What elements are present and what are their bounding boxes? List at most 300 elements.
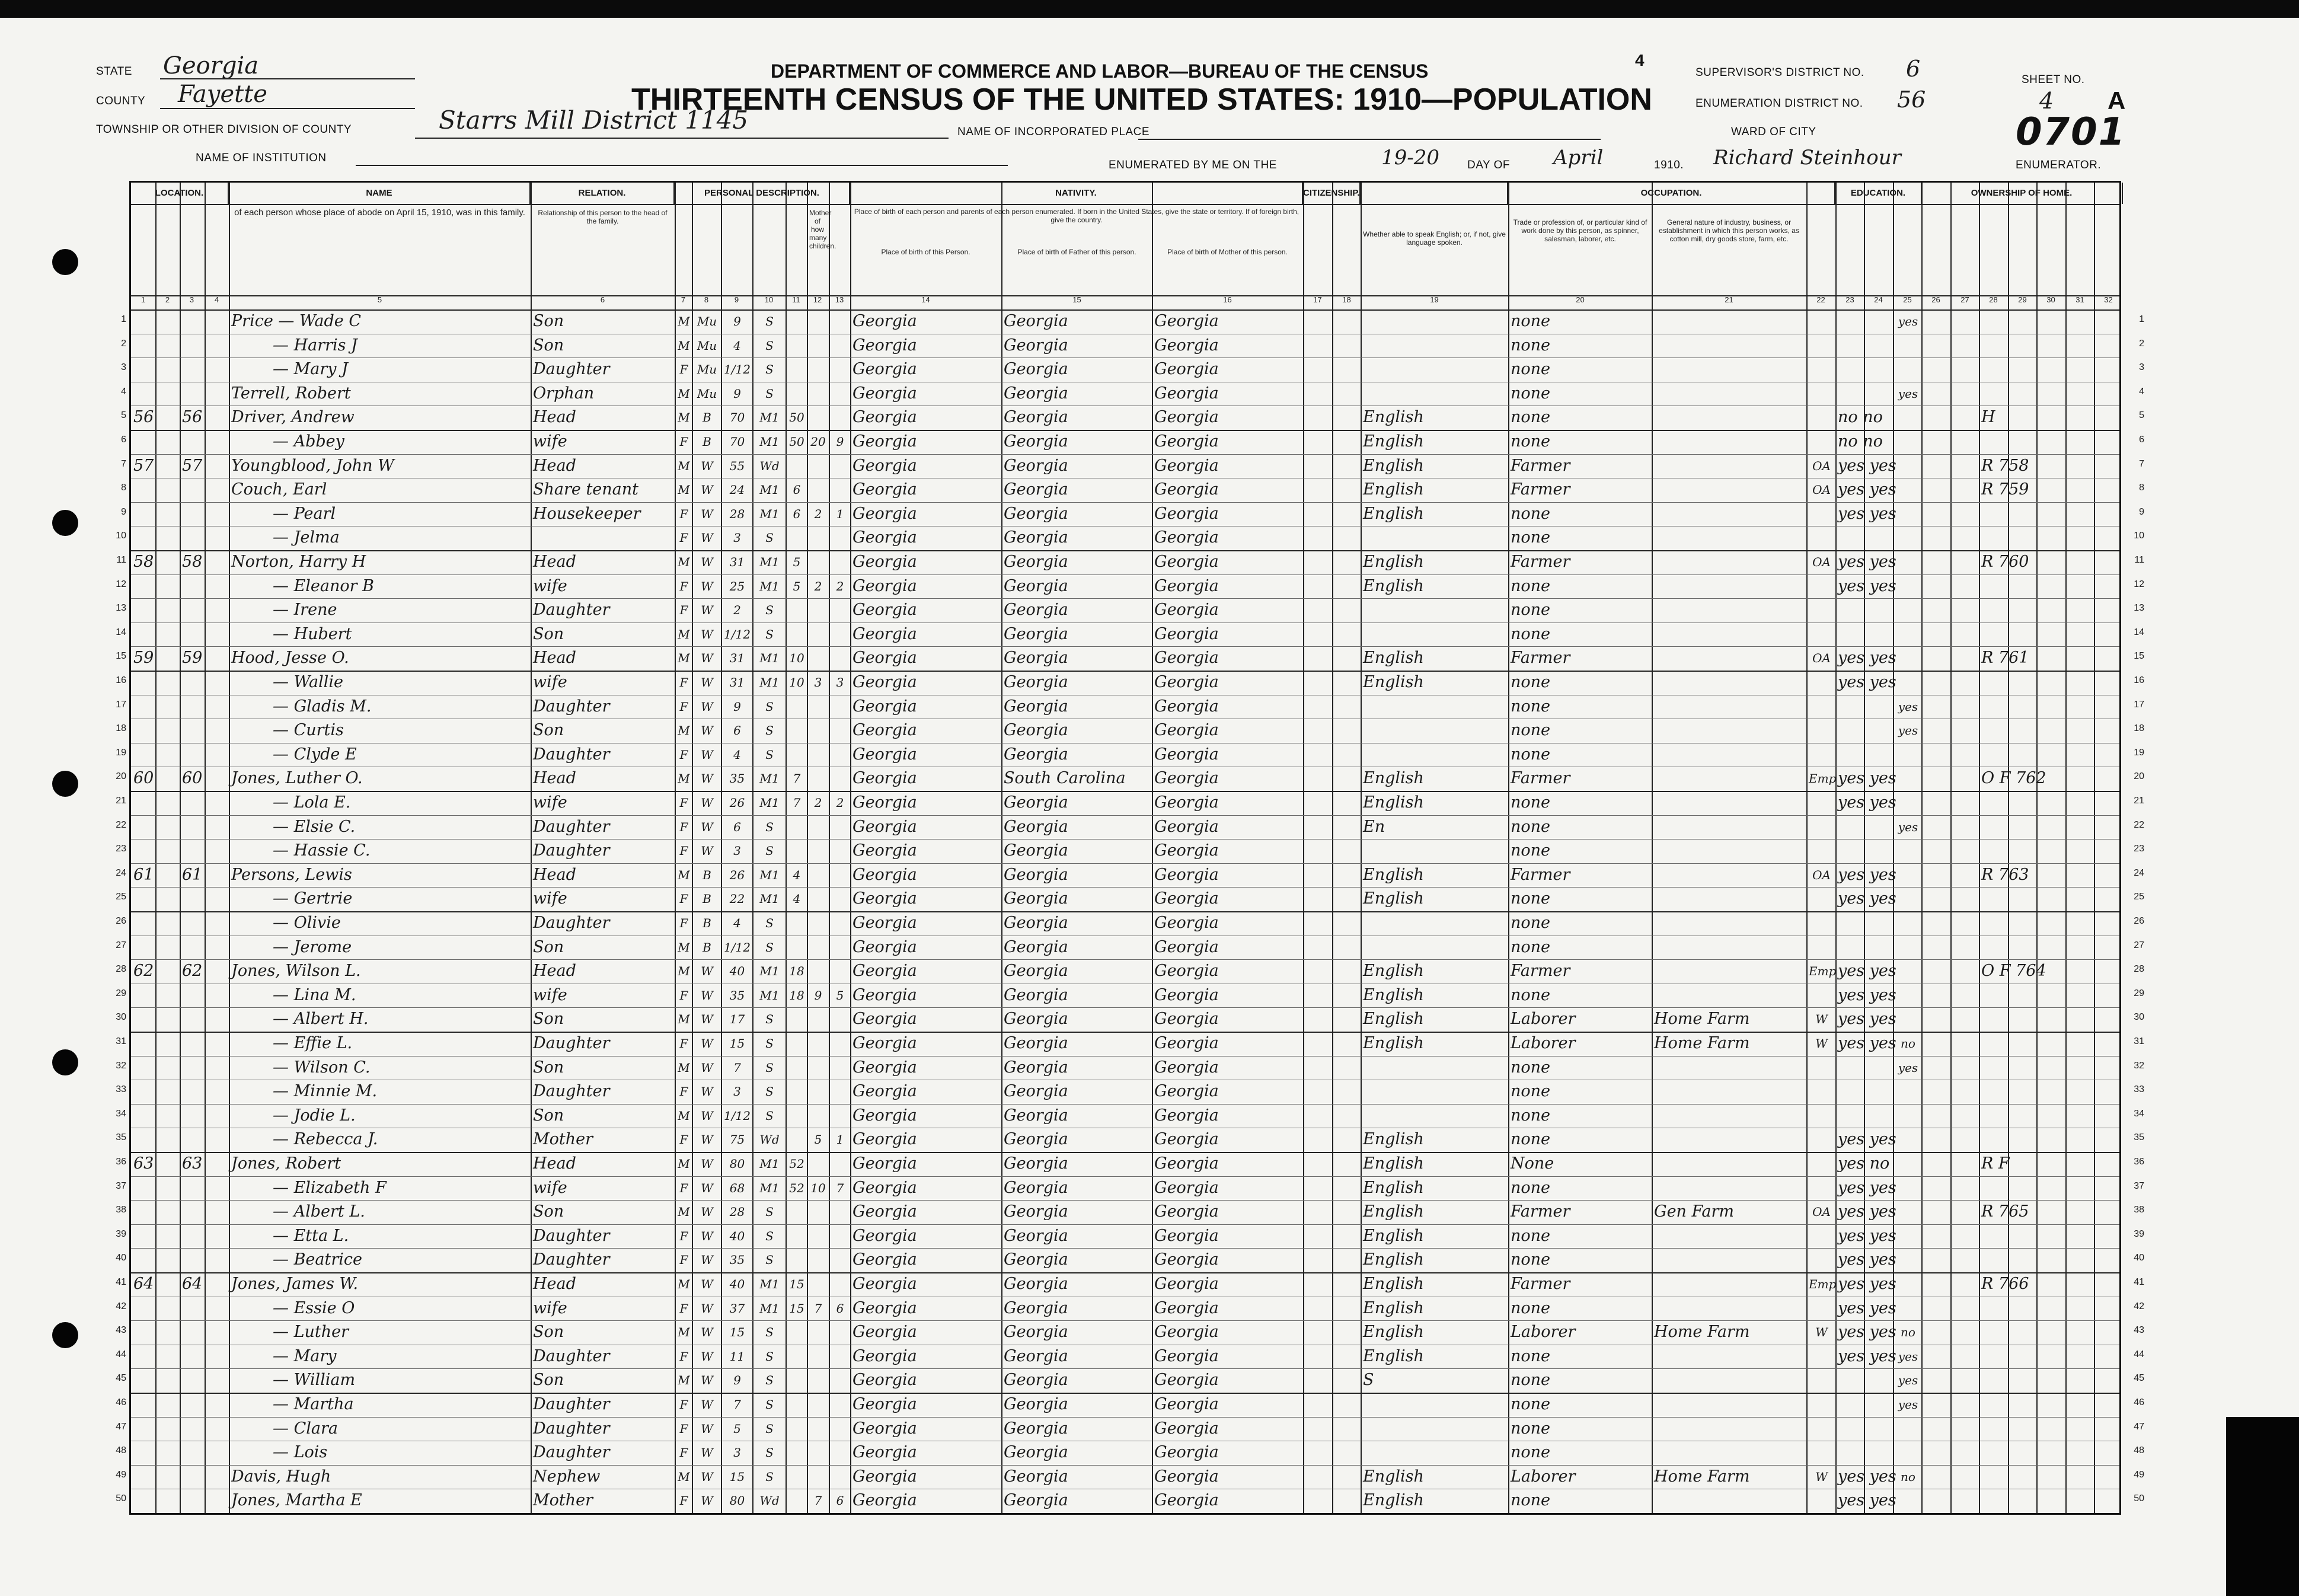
column-group-header: OCCUPATION. bbox=[1508, 183, 1835, 204]
department-heading: DEPARTMENT OF COMMERCE AND LABOR—BUREAU OF THE CENSUS bbox=[771, 60, 1429, 82]
row-number-right: 38 bbox=[2134, 1205, 2144, 1215]
trade: none bbox=[1511, 505, 1551, 523]
age: 31 bbox=[729, 675, 745, 690]
employer-status: OA bbox=[1812, 1205, 1831, 1219]
school-attendance: yes bbox=[1898, 314, 1918, 328]
relationship: Son bbox=[533, 721, 564, 739]
birthplace-father: Georgia bbox=[1004, 601, 1068, 619]
school-attendance: no bbox=[1901, 1470, 1915, 1484]
row-number-right: 20 bbox=[2134, 771, 2144, 781]
literacy: yes yes bbox=[1838, 1227, 1896, 1245]
county-value: Fayette bbox=[178, 81, 267, 108]
row-number: 36 bbox=[116, 1157, 126, 1167]
marital-status: S bbox=[765, 531, 774, 545]
sex: F bbox=[679, 916, 688, 930]
person-name: — Gladis M. bbox=[273, 697, 372, 716]
person-name: Driver, Andrew bbox=[231, 408, 355, 426]
row-number: 45 bbox=[116, 1373, 126, 1383]
trade: none bbox=[1511, 986, 1551, 1004]
trade: none bbox=[1511, 1058, 1551, 1077]
marital-status: S bbox=[765, 1061, 774, 1075]
birthplace-person: Georgia bbox=[852, 1347, 917, 1365]
trade: none bbox=[1511, 938, 1551, 956]
language: English bbox=[1363, 1010, 1424, 1028]
birthplace-father: Georgia bbox=[1004, 336, 1068, 355]
birthplace-mother: Georgia bbox=[1154, 649, 1219, 667]
color-or-race: W bbox=[701, 820, 713, 834]
row-number: 27 bbox=[116, 940, 126, 950]
birthplace-person: Georgia bbox=[852, 818, 917, 836]
person-name: Davis, Hugh bbox=[231, 1467, 331, 1486]
age: 9 bbox=[733, 314, 741, 328]
birthplace-father: South Carolina bbox=[1004, 769, 1126, 787]
marital-status: S bbox=[765, 700, 774, 714]
birthplace-father: Georgia bbox=[1004, 360, 1068, 378]
birthplace-person: Georgia bbox=[852, 697, 917, 716]
birthplace-father: Georgia bbox=[1004, 649, 1068, 667]
age: 6 bbox=[733, 723, 741, 738]
birthplace-mother: Georgia bbox=[1154, 1202, 1219, 1221]
birthplace-person: Georgia bbox=[852, 1467, 917, 1486]
birthplace-person: Georgia bbox=[852, 505, 917, 523]
birthplace-father: Georgia bbox=[1004, 914, 1068, 932]
literacy: yes yes bbox=[1838, 1323, 1896, 1341]
sex: M bbox=[678, 483, 690, 497]
age: 55 bbox=[729, 459, 745, 473]
column-number: 24 bbox=[1874, 295, 1883, 304]
children-born: 2 bbox=[814, 507, 822, 521]
birthplace-person: Georgia bbox=[852, 1371, 917, 1389]
home-ownership: R 760 bbox=[1981, 553, 2029, 571]
institution-underline bbox=[356, 165, 1008, 166]
color-or-race: W bbox=[701, 555, 713, 569]
birthplace-person: Georgia bbox=[852, 384, 917, 403]
trade: None bbox=[1511, 1154, 1554, 1173]
scan-border-top bbox=[0, 0, 2299, 18]
person-name: Hood, Jesse O. bbox=[231, 649, 349, 667]
birthplace-person: Georgia bbox=[852, 1130, 917, 1148]
person-name: Norton, Harry H bbox=[231, 553, 366, 571]
color-or-race: W bbox=[701, 1277, 713, 1291]
trade: Farmer bbox=[1511, 480, 1570, 499]
sex: F bbox=[679, 748, 688, 762]
column-description-trade: Trade or profession of, or particular kind of work done by this person, as spinner, salesman, laborer, etc. bbox=[1513, 218, 1647, 243]
birthplace-father: Georgia bbox=[1004, 553, 1068, 571]
row-number-right: 5 bbox=[2139, 410, 2144, 420]
row-number-right: 35 bbox=[2134, 1132, 2144, 1142]
sex: F bbox=[679, 1036, 688, 1051]
row-number: 31 bbox=[116, 1036, 126, 1046]
color-or-race: Mu bbox=[697, 362, 717, 376]
row-number-right: 9 bbox=[2139, 507, 2144, 517]
trade: none bbox=[1511, 1250, 1551, 1269]
color-or-race: W bbox=[701, 1061, 713, 1075]
literacy: yes yes bbox=[1838, 457, 1896, 475]
column-number: 14 bbox=[921, 295, 930, 304]
column-number: 5 bbox=[377, 295, 382, 304]
census-title: THIRTEENTH CENSUS OF THE UNITED STATES: 1910—POPULATION bbox=[631, 82, 1652, 117]
language: English bbox=[1363, 457, 1424, 475]
children-born: 3 bbox=[814, 675, 822, 690]
column-description-birth-mother: Place of birth of Mother of this person. bbox=[1167, 248, 1288, 256]
birthplace-father: Georgia bbox=[1004, 1250, 1068, 1269]
marital-status: M1 bbox=[759, 410, 780, 424]
children-born: 7 bbox=[814, 1493, 822, 1508]
column-number: 30 bbox=[2046, 295, 2055, 304]
birthplace-father: Georgia bbox=[1004, 745, 1068, 764]
birthplace-person: Georgia bbox=[852, 1034, 917, 1052]
birthplace-father: Georgia bbox=[1004, 480, 1068, 499]
person-name: Couch, Earl bbox=[231, 480, 327, 499]
age: 7 bbox=[733, 1061, 741, 1075]
trade: Laborer bbox=[1511, 1010, 1576, 1028]
language: English bbox=[1363, 1323, 1424, 1341]
age: 15 bbox=[729, 1325, 745, 1339]
birthplace-person: Georgia bbox=[852, 889, 917, 908]
sex: F bbox=[679, 675, 688, 690]
row-number: 17 bbox=[116, 700, 126, 710]
birthplace-person: Georgia bbox=[852, 360, 917, 378]
trade: none bbox=[1511, 384, 1551, 403]
birthplace-person: Georgia bbox=[852, 721, 917, 739]
children-living: 3 bbox=[836, 675, 844, 690]
age: 80 bbox=[729, 1157, 745, 1171]
column-number: 12 bbox=[813, 295, 822, 304]
column-description-birth-person: Place of birth of this Person. bbox=[881, 248, 970, 256]
age: 28 bbox=[729, 507, 745, 521]
relationship: wife bbox=[533, 889, 567, 908]
color-or-race: W bbox=[701, 1470, 713, 1484]
birthplace-mother: Georgia bbox=[1154, 697, 1219, 716]
marital-status: M1 bbox=[759, 579, 780, 593]
row-number-right: 15 bbox=[2134, 651, 2144, 661]
employer-status: W bbox=[1815, 1036, 1828, 1051]
header-rule bbox=[131, 204, 2119, 205]
literacy: no no bbox=[1838, 432, 1883, 451]
birthplace-mother: Georgia bbox=[1154, 1323, 1219, 1341]
township-value: Starrs Mill District 1145 bbox=[439, 106, 749, 135]
birthplace-mother: Georgia bbox=[1154, 577, 1219, 595]
color-or-race: W bbox=[701, 1036, 713, 1051]
row-number-right: 47 bbox=[2134, 1422, 2144, 1432]
column-description-relation: Relationship of this person to the head of the family. bbox=[538, 209, 668, 225]
column-number: 18 bbox=[1342, 295, 1351, 304]
relationship: Son bbox=[533, 1202, 564, 1221]
row-number-right: 27 bbox=[2134, 940, 2144, 950]
children-born: 20 bbox=[810, 435, 826, 449]
birthplace-person: Georgia bbox=[852, 962, 917, 980]
birthplace-person: Georgia bbox=[852, 1443, 917, 1461]
person-name: — Mary bbox=[273, 1347, 337, 1365]
relationship: Son bbox=[533, 312, 564, 330]
row-number: 38 bbox=[116, 1205, 126, 1215]
trade: Farmer bbox=[1511, 457, 1570, 475]
birthplace-mother: Georgia bbox=[1154, 1154, 1219, 1173]
row-number: 3 bbox=[121, 362, 126, 372]
age: 11 bbox=[729, 1349, 745, 1364]
sex: F bbox=[679, 844, 688, 858]
marital-status: M1 bbox=[759, 675, 780, 690]
color-or-race: W bbox=[701, 579, 713, 593]
age: 3 bbox=[733, 531, 741, 545]
employer-status: W bbox=[1815, 1325, 1828, 1339]
birthplace-father: Georgia bbox=[1004, 938, 1068, 956]
school-attendance: yes bbox=[1898, 820, 1918, 834]
enumerated-label: ENUMERATED BY ME ON THE bbox=[1109, 159, 1277, 171]
trade: none bbox=[1511, 1347, 1551, 1365]
employer-status: OA bbox=[1812, 868, 1831, 882]
column-group-header: CITIZENSHIP. bbox=[1303, 183, 1361, 204]
trade: none bbox=[1511, 528, 1551, 547]
language: English bbox=[1363, 1467, 1424, 1486]
row-number-right: 44 bbox=[2134, 1349, 2144, 1359]
marital-status: S bbox=[765, 748, 774, 762]
color-or-race: W bbox=[701, 1229, 713, 1243]
birthplace-person: Georgia bbox=[852, 1154, 917, 1173]
person-name: — Wilson C. bbox=[273, 1058, 371, 1077]
color-or-race: W bbox=[701, 507, 713, 521]
row-number-right: 23 bbox=[2134, 844, 2144, 854]
person-name: Price — Wade C bbox=[231, 312, 361, 330]
sex: F bbox=[679, 1397, 688, 1412]
person-name: Jones, James W. bbox=[231, 1275, 359, 1293]
dwelling-number: 59 bbox=[133, 649, 154, 667]
trade: none bbox=[1511, 1179, 1551, 1197]
birthplace-mother: Georgia bbox=[1154, 432, 1219, 451]
row-number-right: 48 bbox=[2134, 1445, 2144, 1455]
marital-status: Wd bbox=[759, 1493, 780, 1508]
dwelling-number: 60 bbox=[133, 769, 154, 787]
person-name: — Mary J bbox=[273, 360, 348, 378]
relationship: Daughter bbox=[533, 1395, 610, 1413]
relationship: Daughter bbox=[533, 818, 610, 836]
row-number-right: 29 bbox=[2134, 988, 2144, 998]
county-label: COUNTY bbox=[96, 95, 146, 107]
age: 31 bbox=[729, 555, 745, 569]
sex: F bbox=[679, 579, 688, 593]
years-married: 52 bbox=[789, 1157, 804, 1171]
family-number: 56 bbox=[182, 408, 203, 426]
row-number-right: 7 bbox=[2139, 459, 2144, 469]
children-living: 6 bbox=[836, 1301, 844, 1316]
birthplace-father: Georgia bbox=[1004, 625, 1068, 643]
relationship: Daughter bbox=[533, 697, 610, 716]
page-mark: 4 bbox=[1635, 51, 1645, 69]
age: 22 bbox=[729, 892, 745, 906]
relationship: Daughter bbox=[533, 841, 610, 860]
marital-status: Wd bbox=[759, 459, 780, 473]
marital-status: M1 bbox=[759, 483, 780, 497]
column-group-header: EDUCATION. bbox=[1835, 183, 1922, 204]
birthplace-mother: Georgia bbox=[1154, 745, 1219, 764]
trade: none bbox=[1511, 673, 1551, 691]
person-name: — Irene bbox=[273, 601, 337, 619]
color-or-race: W bbox=[701, 844, 713, 858]
sex: F bbox=[679, 531, 688, 545]
color-or-race: W bbox=[701, 1012, 713, 1026]
birthplace-mother: Georgia bbox=[1154, 1250, 1219, 1269]
age: 40 bbox=[729, 1277, 745, 1291]
relationship: Son bbox=[533, 1058, 564, 1077]
row-number: 4 bbox=[121, 387, 126, 397]
birthplace-mother: Georgia bbox=[1154, 673, 1219, 691]
trade: none bbox=[1511, 1106, 1551, 1125]
literacy: yes yes bbox=[1838, 962, 1896, 980]
marital-status: S bbox=[765, 723, 774, 738]
age: 7 bbox=[733, 1397, 741, 1412]
column-description-birth-father: Place of birth of Father of this person. bbox=[1017, 248, 1136, 256]
marital-status: S bbox=[765, 603, 774, 617]
birthplace-father: Georgia bbox=[1004, 889, 1068, 908]
years-married: 50 bbox=[789, 410, 804, 424]
birthplace-person: Georgia bbox=[852, 793, 917, 812]
literacy: yes yes bbox=[1838, 1034, 1896, 1052]
birthplace-person: Georgia bbox=[852, 866, 917, 884]
relationship: Orphan bbox=[533, 384, 595, 403]
row-number: 7 bbox=[121, 459, 126, 469]
children-living: 9 bbox=[836, 435, 844, 449]
trade: none bbox=[1511, 625, 1551, 643]
state-label: STATE bbox=[96, 65, 132, 78]
column-description-industry: General nature of industry, business, or establishment in which this person works, as cotton mill, dry goods store, farm, etc. bbox=[1659, 218, 1799, 243]
birthplace-father: Georgia bbox=[1004, 1106, 1068, 1125]
language: English bbox=[1363, 1299, 1424, 1317]
relationship: Daughter bbox=[533, 1250, 610, 1269]
column-number: 7 bbox=[681, 295, 686, 304]
birthplace-mother: Georgia bbox=[1154, 1010, 1219, 1028]
age: 9 bbox=[733, 1373, 741, 1387]
birthplace-person: Georgia bbox=[852, 914, 917, 932]
person-name: Persons, Lewis bbox=[231, 866, 352, 884]
industry: Home Farm bbox=[1654, 1467, 1750, 1486]
birthplace-person: Georgia bbox=[852, 432, 917, 451]
language: English bbox=[1363, 1034, 1424, 1052]
color-or-race: W bbox=[701, 964, 713, 978]
color-or-race: W bbox=[701, 796, 713, 810]
birthplace-mother: Georgia bbox=[1154, 938, 1219, 956]
industry: Gen Farm bbox=[1654, 1202, 1735, 1221]
person-name: — Jerome bbox=[273, 938, 352, 956]
row-number-right: 31 bbox=[2134, 1036, 2144, 1046]
home-ownership: H bbox=[1981, 408, 1995, 426]
marital-status: S bbox=[765, 1229, 774, 1243]
relationship: Head bbox=[533, 457, 576, 475]
birthplace-mother: Georgia bbox=[1154, 841, 1219, 860]
day-of-label: DAY OF bbox=[1467, 159, 1510, 171]
birthplace-person: Georgia bbox=[852, 1010, 917, 1028]
age: 4 bbox=[733, 916, 741, 930]
birthplace-mother: Georgia bbox=[1154, 553, 1219, 571]
sheet-letter: A bbox=[2108, 87, 2126, 114]
age: 68 bbox=[729, 1181, 745, 1195]
school-attendance: yes bbox=[1898, 1397, 1918, 1412]
row-number-right: 46 bbox=[2134, 1397, 2144, 1407]
row-number-right: 4 bbox=[2139, 387, 2144, 397]
birthplace-mother: Georgia bbox=[1154, 1395, 1219, 1413]
age: 75 bbox=[729, 1132, 745, 1147]
row-number: 11 bbox=[116, 555, 126, 565]
trade: none bbox=[1511, 721, 1551, 739]
birthplace-person: Georgia bbox=[852, 1179, 917, 1197]
sex: M bbox=[678, 555, 690, 569]
birthplace-mother: Georgia bbox=[1154, 1106, 1219, 1125]
trade: none bbox=[1511, 889, 1551, 908]
children-living: 5 bbox=[836, 988, 844, 1003]
state-value: Georgia bbox=[163, 52, 259, 79]
industry: Home Farm bbox=[1654, 1323, 1750, 1341]
relationship: Share tenant bbox=[533, 480, 639, 499]
years-married: 4 bbox=[793, 868, 801, 882]
column-number: 15 bbox=[1072, 295, 1081, 304]
years-married: 18 bbox=[789, 964, 804, 978]
enumeration-district-value: 56 bbox=[1897, 87, 1926, 113]
home-ownership: R 763 bbox=[1981, 866, 2029, 884]
birthplace-person: Georgia bbox=[852, 1202, 917, 1221]
children-living: 2 bbox=[836, 579, 844, 593]
birthplace-person: Georgia bbox=[852, 1395, 917, 1413]
row-number: 14 bbox=[116, 627, 126, 637]
trade: Farmer bbox=[1511, 1275, 1570, 1293]
marital-status: M1 bbox=[759, 555, 780, 569]
trade: none bbox=[1511, 601, 1551, 619]
township-label: TOWNSHIP OR OTHER DIVISION OF COUNTY bbox=[96, 123, 352, 136]
children-born: 10 bbox=[810, 1181, 826, 1195]
ward-label: WARD OF CITY bbox=[1731, 126, 1816, 138]
trade: Laborer bbox=[1511, 1467, 1576, 1486]
person-name: — Elsie C. bbox=[273, 818, 356, 836]
employer-status: OA bbox=[1812, 555, 1831, 569]
row-number-right: 19 bbox=[2134, 748, 2144, 758]
marital-status: M1 bbox=[759, 1301, 780, 1316]
trade: none bbox=[1511, 1299, 1551, 1317]
age: 40 bbox=[729, 1229, 745, 1243]
birthplace-mother: Georgia bbox=[1154, 1130, 1219, 1148]
marital-status: S bbox=[765, 387, 774, 401]
color-or-race: W bbox=[701, 1422, 713, 1436]
row-number: 15 bbox=[116, 651, 126, 661]
birthplace-person: Georgia bbox=[852, 745, 917, 764]
sex: M bbox=[678, 868, 690, 882]
birthplace-person: Georgia bbox=[852, 312, 917, 330]
relationship: Head bbox=[533, 1275, 576, 1293]
color-or-race: B bbox=[703, 916, 711, 930]
color-or-race: W bbox=[701, 1493, 713, 1508]
row-number-right: 2 bbox=[2139, 339, 2144, 349]
language: English bbox=[1363, 432, 1424, 451]
birthplace-person: Georgia bbox=[852, 408, 917, 426]
row-number-right: 21 bbox=[2134, 796, 2144, 806]
trade: Farmer bbox=[1511, 769, 1570, 787]
person-name: Terrell, Robert bbox=[231, 384, 351, 403]
marital-status: S bbox=[765, 1349, 774, 1364]
trade: none bbox=[1511, 697, 1551, 716]
birthplace-mother: Georgia bbox=[1154, 1443, 1219, 1461]
birthplace-father: Georgia bbox=[1004, 505, 1068, 523]
row-number-right: 3 bbox=[2139, 362, 2144, 372]
literacy: yes yes bbox=[1838, 986, 1896, 1004]
literacy: yes yes bbox=[1838, 769, 1896, 787]
birthplace-father: Georgia bbox=[1004, 1419, 1068, 1438]
language: English bbox=[1363, 1275, 1424, 1293]
trade: none bbox=[1511, 1395, 1551, 1413]
trade: none bbox=[1511, 432, 1551, 451]
sex: M bbox=[678, 964, 690, 978]
birthplace-father: Georgia bbox=[1004, 1299, 1068, 1317]
birthplace-mother: Georgia bbox=[1154, 1299, 1219, 1317]
trade: none bbox=[1511, 1371, 1551, 1389]
marital-status: S bbox=[765, 339, 774, 353]
column-number: 16 bbox=[1223, 295, 1232, 304]
